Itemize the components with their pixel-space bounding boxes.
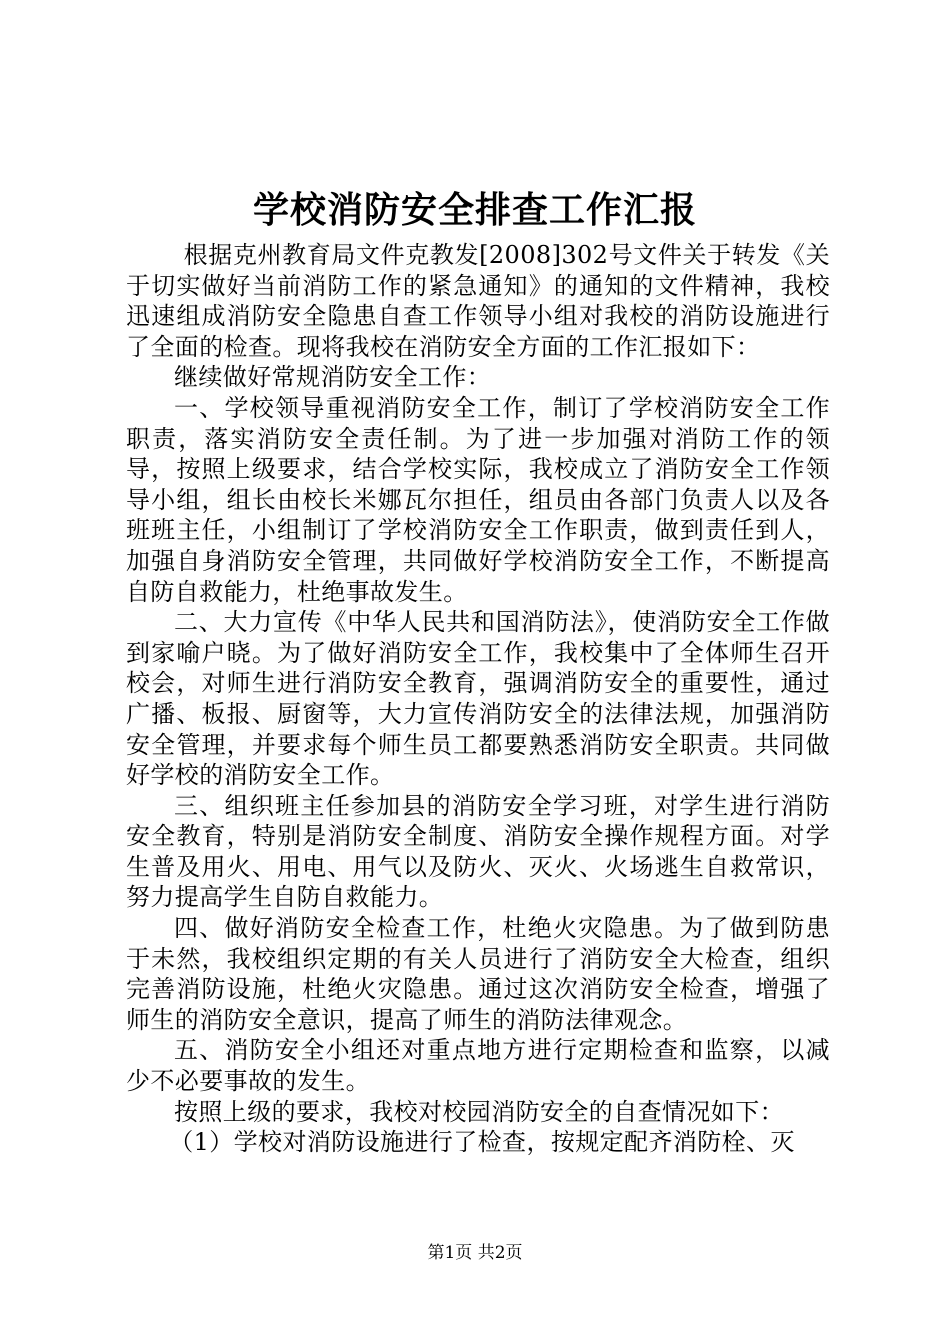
document-title: 学校消防安全排查工作汇报 [252,189,697,231]
paragraph-item-2: 二、大力宣传《中华人民共和国消防法》，使消防安全工作做到家喻户晓。为了做好消防安全工作，我校集中了全体师生召开校会，对师生进行消防安全教育，强调消防安全的重要性，通过广播、板报、厨窗等，大力宣传消防安全的法律法规，加强消防安全管理，并要求每个师生员工都要熟悉消防安全职责。共同做好学校的消防安全工作。 [126,608,830,790]
paragraph-item-4: 四、做好消防安全检查工作，杜绝火灾隐患。为了做到防患于未然，我校组织定期的有关人员进行了消防安全大检查，组织完善消防设施，杜绝火灾隐患。通过这次消防安全检查，增强了师生的消防安全意识，提高了师生的消防法律观念。 [126,914,830,1034]
paragraph-self-check-1: （1）学校对消防设施进行了检查，按规定配齐消防栓、灭 [169,1128,795,1157]
paragraph-intro: 根据克州教育局文件克教发[2008]302号文件关于转发《关于切实做好当前消防工作的紧急通知》的通知的文件精神，我校迅速组成消防安全隐患自查工作领导小组对我校的消防设施进行了全面的检查。现将我校在消防安全方面的工作汇报如下： [126,241,830,361]
paragraph-section-heading: 继续做好常规消防安全工作： [174,363,492,392]
paragraph-self-check-intro: 按照上级的要求，我校对校园消防安全的自查情况如下： [174,1097,784,1126]
paragraph-item-1: 一、学校领导重视消防安全工作，制订了学校消防安全工作职责，落实消防安全责任制。为了进一步加强对消防工作的领导，按照上级要求，结合学校实际，我校成立了消防安全工作领导小组，组长由校长米娜瓦尔担任，组员由各部门负责人以及各班班主任，小组制订了学校消防安全工作职责，做到责任到人，加强自身消防安全管理，共同做好学校消防安全工作，不断提高自防自救能力，杜绝事故发生。 [126,393,830,606]
page-number-footer: 第1页 共2页 [427,1243,523,1263]
document-body [126,240,830,1158]
paragraph-item-5: 五、消防安全小组还对重点地方进行定期检查和监察，以减少不必要事故的发生。 [126,1036,830,1096]
paragraph-item-3: 三、组织班主任参加县的消防安全学习班，对学生进行消防安全教育，特别是消防安全制度、消防安全操作规程方面。对学生普及用火、用电、用气以及防火、灭火、火场逃生自救常识，努力提高学生自防自救能力。 [126,791,830,912]
